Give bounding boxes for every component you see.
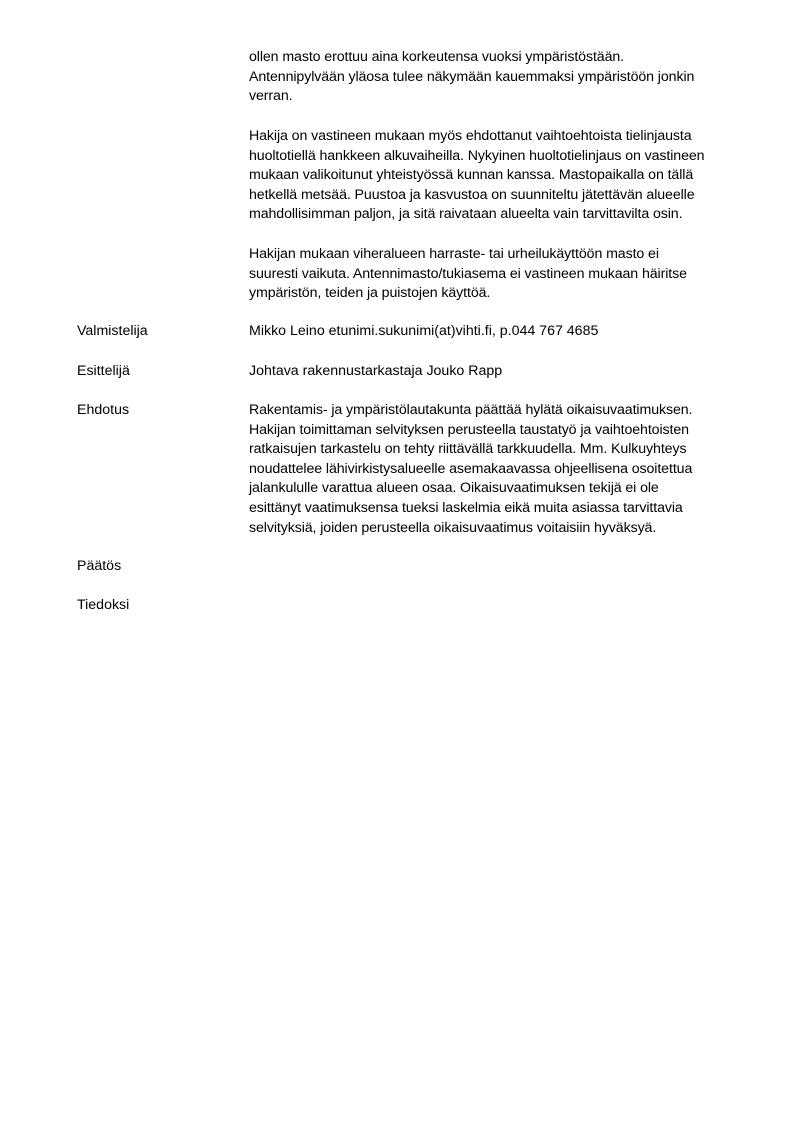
paragraph-road-alignment xyxy=(249,127,749,225)
text-line: mahdollisimman paljon, ja sitä raivataan alueelta vain tarvittavilta osin. xyxy=(249,206,683,223)
text-line: esittänyt vaatimuksensa tueksi laskelmia eikä muita asiassa tarvittavia xyxy=(249,499,683,516)
text-line: Rakentamis- ja ympäristölautakunta päättää hylätä oikaisuvaatimuksen. xyxy=(249,402,693,418)
text-line: hetkellä metsää. Puustoa ja kasvustoa on suunniteltu jätettävän alueelle xyxy=(249,186,695,203)
text-line: noudattelee lähivirkistysalueelle asemakaavassa ohjeellisena osoitettua xyxy=(249,460,693,477)
field-label-ehdotus: Ehdotus xyxy=(77,402,130,418)
field-value-esittelija: Johtava rakennustarkastaja Jouko Rapp xyxy=(249,363,503,379)
text-line: jalankululle varattua alueen osaa. Oikaisuvaatimuksen tekijä ei ole xyxy=(249,480,659,497)
field-value-valmistelija: Mikko Leino etunimi.sukunimi(at)vihti.fi, p.044 767 4685 xyxy=(249,323,599,339)
field-value-ehdotus xyxy=(249,401,749,538)
text-line: ollen masto erottuu aina korkeutensa vuoksi ympäristöstään. xyxy=(249,49,625,65)
text-line: selvityksiä, joiden perusteella oikaisuvaatimus voitaisiin hyväksyä. xyxy=(249,519,657,536)
field-label-esittelija: Esittelijä xyxy=(77,363,130,379)
text-line: Hakija on vastineen mukaan myös ehdottanut vaihtoehtoista tielinjausta xyxy=(249,128,692,144)
text-line: ympäristön, teiden ja puistojen käyttöä. xyxy=(249,285,491,302)
text-line: Antennipylvään yläosa tulee näkymään kauemmaksi ympäristöön jonkin xyxy=(249,68,695,85)
text-line: Hakijan toimittaman selvityksen perusteella taustatyö ja vaihtoehtoisten xyxy=(249,421,689,438)
text-line: Hakijan mukaan viheralueen harraste- tai urheilukäyttöön masto ei xyxy=(249,246,659,262)
field-label-paatos: Päätös xyxy=(77,558,122,574)
paragraph-recreational-use xyxy=(249,245,749,304)
paragraph-mast-visibility xyxy=(249,48,749,107)
text-line: suuresti vaikuta. Antennimasto/tukiasema ei vastineen mukaan häiritse xyxy=(249,265,687,282)
text-line: mukaan valikoitunut yhteistyössä kunnan kanssa. Mastopaikalla on tällä xyxy=(249,167,694,184)
field-label-valmistelija: Valmistelija xyxy=(77,323,148,339)
text-line: verran. xyxy=(249,88,293,105)
text-line: huoltotiellä hankkeen alkuvaiheilla. Nykyinen huoltotielinjaus on vastineen xyxy=(249,147,705,164)
field-label-tiedoksi: Tiedoksi xyxy=(77,597,130,613)
text-line: ratkaisujen tarkastelu on tehty riittävällä tarkkuudella. Mm. Kulkuyhteys xyxy=(249,441,687,458)
